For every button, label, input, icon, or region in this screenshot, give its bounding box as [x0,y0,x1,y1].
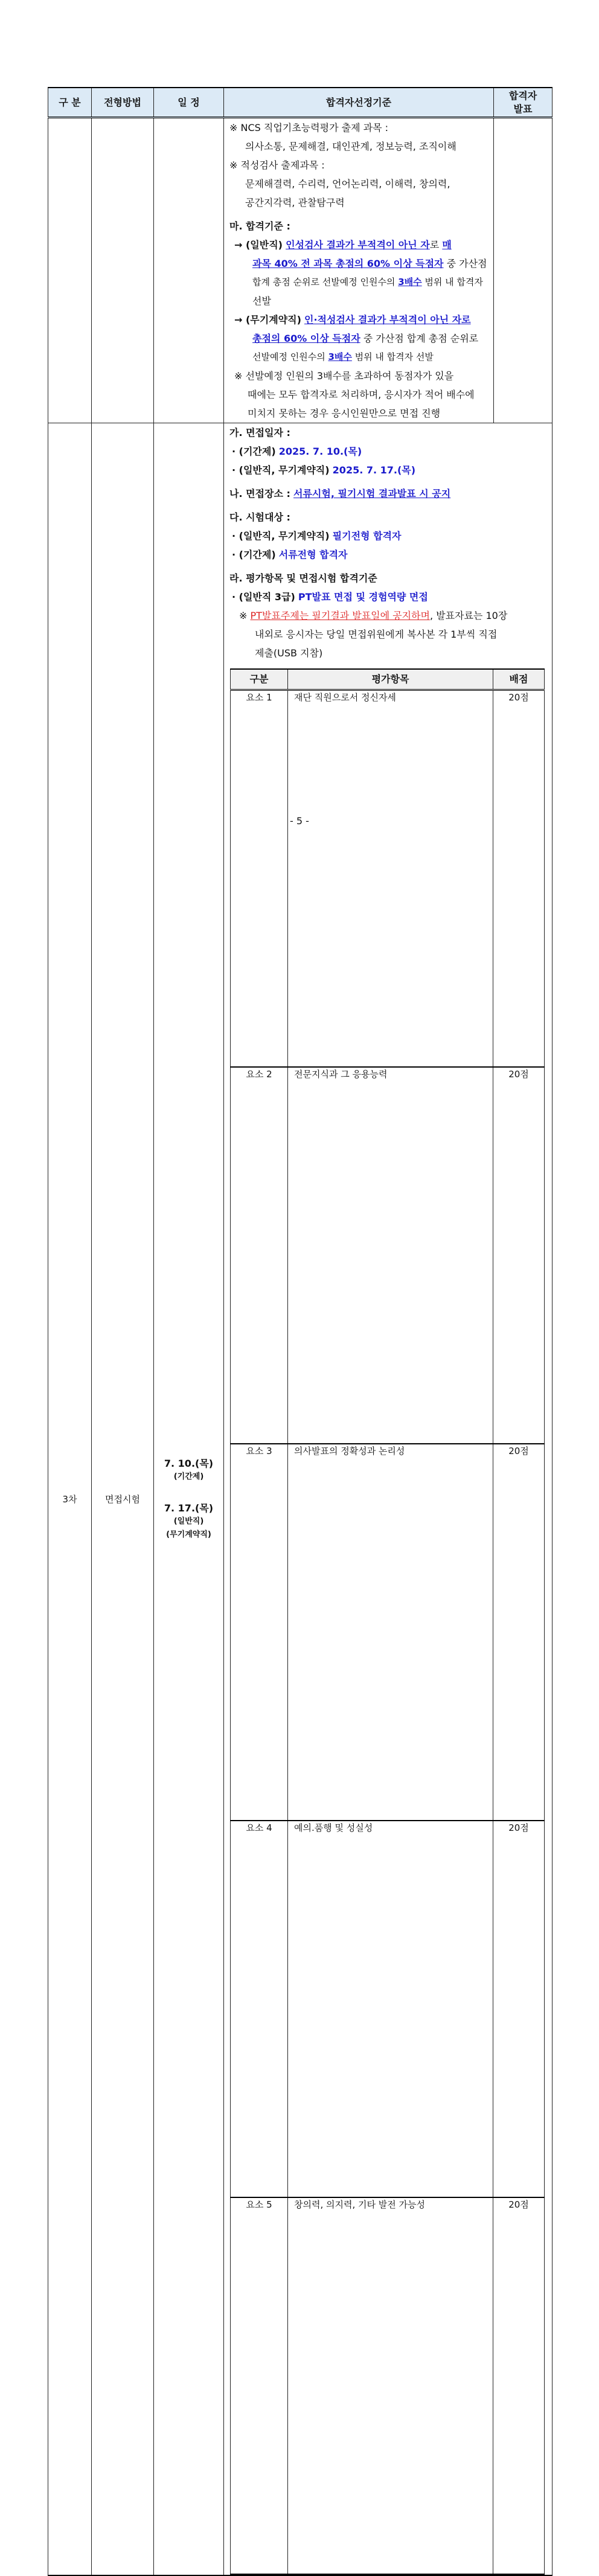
target-title: 다. 시험대상 : [229,511,290,523]
method-label: 면접시험 [92,423,154,2576]
ncs-subjects: 의사소통, 문제해결, 대인관계, 정보능력, 조직이해 [245,141,456,152]
table-row: 요소 2 전문지식과 그 응용능력 20점 [231,1067,545,1444]
interview-place: 나. 면접장소 : 서류시험, 필기시험 결과발표 시 공지 [229,488,451,499]
interview-criteria [224,423,553,2576]
stage-label: 3차 [48,423,92,2576]
interview-date-title: 가. 면접일자 : [229,427,290,438]
target-regular: · (일반직, 무기계약직) 필기전형 합격자 [232,530,402,542]
evaluation-grade3: · (일반직 3급) PT발표 면접 및 경험역량 면접 [232,591,428,603]
permanent-criteria-line1: → (무기계약직) 인·적성검사 결과가 부적격이 아닌 자로 [234,314,471,325]
schedule-date2-note1: (일반직) [173,1516,204,1526]
general-criteria-line3: 합계 총점 순위로 선발예정 인원수의 3배수 범위 내 합격자 [252,277,483,287]
table-row: 요소 5 창의력, 의지력, 기타 발전 가능성 20점 [231,2197,545,2574]
aptitude-subjects-1: 문제해결력, 수리력, 언어논리력, 이해력, 창의력, [245,178,450,190]
interview-date-regular: · (일반직, 무기계약직) 2025. 7. 17.(목) [232,464,416,476]
header-method: 전형방법 [92,88,154,118]
row1-method [92,118,154,423]
eval-header-score: 배점 [493,669,545,690]
header-criteria: 합격자선정기준 [224,88,494,118]
general-criteria-line2: 과목 40% 전 과목 총점의 60% 이상 득점자 중 가산점 [252,258,487,269]
schedule-date2-note2: (무기계약직) [166,1530,211,1539]
general-criteria-line1: → (일반직) 인성검사 결과가 부적격이 아닌 자로 매 [234,239,452,251]
tie-note-line2: 때에는 모두 합격자로 처리하며, 응시자가 적어 배수에 [248,389,475,400]
permanent-criteria-line3: 선발예정 인원수의 3배수 범위 내 합격자 선발 [252,351,434,362]
pt-note-line2: 내외로 응시자는 당일 면접위원에게 복사본 각 1부씩 직접 [255,629,498,640]
aptitude-subjects-2: 공간지각력, 관찰탐구력 [245,197,345,208]
recruitment-table [48,87,553,2576]
row1-criteria [224,118,494,423]
target-temp: · (기간제) 서류전형 합격자 [232,549,348,560]
eval-header-item: 평가항목 [288,669,493,690]
pt-note-line1: ※ PT발표주제는 필기결과 발표일에 공지하며, 발표자료는 10장 [239,610,508,621]
table-row: 요소 4 예의.품행 및 성실성 20점 [231,1821,545,2197]
tie-note-line1: ※ 선발예정 인원의 3배수를 초과하여 동점자가 있을 [234,370,454,382]
header-announcement: 합격자 발표 [494,88,553,118]
schedule-date2: 7. 17.(목) [164,1502,214,1514]
pass-criteria-title: 마. 합격기준 : [229,220,290,232]
page-number: - 5 - [290,815,309,827]
ncs-title: ※ NCS 직업기초능력평가 출제 과목 : [229,122,388,133]
pt-note-line3: 제출(USB 지참) [255,647,323,659]
row1-schedule [154,118,224,423]
evaluation-title: 라. 평가항목 및 면접시험 합격기준 [229,572,377,584]
eval-header-category: 구분 [231,669,288,690]
header-category: 구 분 [48,88,92,118]
aptitude-title: ※ 적성검사 출제과목 : [229,159,325,171]
permanent-criteria-line2: 총점의 60% 이상 득점자 중 가산점 합계 총점 순위로 [252,333,479,344]
header-schedule: 일 정 [154,88,224,118]
schedule-date1-note: (기간제) [173,1472,204,1481]
table-row: 요소 1 재단 직원으로서 정신자세 20점 [231,690,545,1068]
evaluation-table [230,668,545,2575]
interview-schedule [154,423,224,2576]
row1-category [48,118,92,423]
table-row: 요소 3 의사발표의 정확성과 논리성 20점 [231,1444,545,1821]
schedule-date1: 7. 10.(목) [164,1457,214,1469]
general-criteria-line4: 선발 [252,295,271,307]
interview-date-temp: · (기간제) 2025. 7. 10.(목) [232,446,362,457]
row1-announcement [494,118,553,423]
tie-note-line3: 미치지 못하는 경우 응시인원만으로 면접 진행 [248,408,441,419]
